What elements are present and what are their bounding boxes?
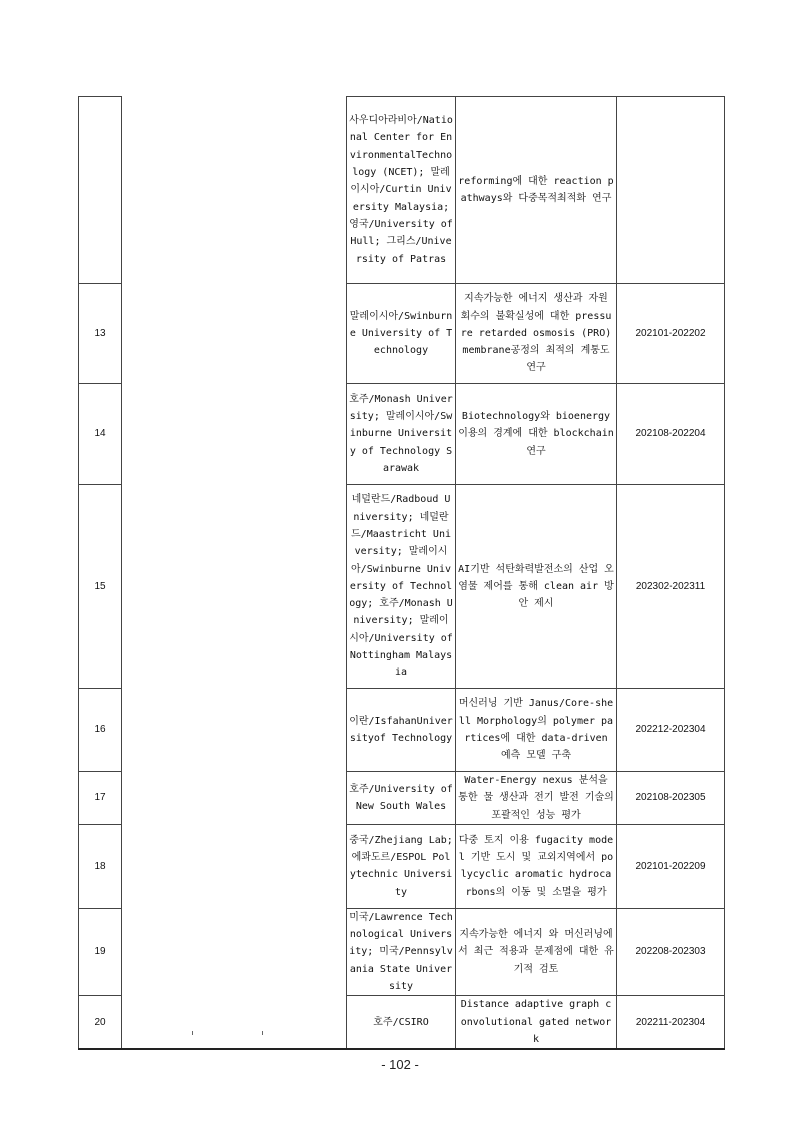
table-row	[79, 908, 725, 995]
collaboration-table	[78, 96, 725, 1050]
research-topic: 지속가능한 에너지 생산과 자원 회수의 불확실성에 대한 pressure retarded osmosis (PRO) membrane공정의 최적의 계통도 연구	[456, 284, 617, 384]
merged-category-cell	[122, 772, 347, 825]
row-number: 14	[79, 384, 122, 485]
partner-institutions: 이란/IsfahanUniversityof Technology	[347, 689, 456, 772]
research-topic: Distance adaptive graph convolutional gated network	[456, 996, 617, 1049]
partner-institutions: 말레이시아/Swinburne University of Technology	[347, 284, 456, 384]
partner-institutions: 호주/University of New South Wales	[347, 772, 456, 825]
research-topic: AI기반 석탄화력발전소의 산업 오염물 제어를 통해 clean air 방안 제시	[456, 485, 617, 689]
research-period: 202211-202304	[617, 996, 725, 1049]
row-number	[79, 97, 122, 284]
partner-institutions: 호주/CSIRO	[347, 996, 456, 1049]
row-number: 16	[79, 689, 122, 772]
partner-institutions: 네덜란드/Radboud University; 네덜란드/Maastricht University; 말레이시아/Swinburne University of Technology; 호주/Monash University; 말레이시아/University of Nottingham Malaysia	[347, 485, 456, 689]
page-number: - 102 -	[381, 1057, 419, 1072]
research-topic: 지속가능한 에너지 와 머신러닝에서 최근 적용과 문제점에 대한 유기적 검토	[456, 908, 617, 995]
merged-category-cell	[122, 97, 347, 284]
column-tick-mark	[192, 1031, 193, 1035]
table-row	[79, 689, 725, 772]
partner-institutions: 미국/Lawrence Technological University; 미국/Pennsylvania State University	[347, 908, 456, 995]
research-period	[617, 97, 725, 284]
row-number: 18	[79, 824, 122, 908]
research-topic: reforming에 대한 reaction pathways와 다중목적최적화 연구	[456, 97, 617, 284]
research-topic: Water-Energy nexus 분석을 통한 물 생산과 전기 발전 기술의 포괄적인 성능 평가	[456, 772, 617, 825]
merged-category-cell	[122, 284, 347, 384]
table-row	[79, 824, 725, 908]
row-number: 13	[79, 284, 122, 384]
table-row	[79, 384, 725, 485]
row-number: 15	[79, 485, 122, 689]
merged-category-cell	[122, 908, 347, 995]
research-topic: 다중 토지 이용 fugacity model 기반 도시 및 교외지역에서 polycyclic aromatic hydrocarbons의 이동 및 소멸을 평가	[456, 824, 617, 908]
row-number: 19	[79, 908, 122, 995]
partner-institutions: 호주/Monash University; 말레이시아/Swinburne University of Technology Sarawak	[347, 384, 456, 485]
research-period: 202101-202209	[617, 824, 725, 908]
table-row	[79, 772, 725, 825]
partner-institutions: 중국/Zhejiang Lab; 에콰도르/ESPOL Polytechnic University	[347, 824, 456, 908]
table-row	[79, 284, 725, 384]
merged-category-cell	[122, 824, 347, 908]
research-period: 202208-202303	[617, 908, 725, 995]
research-period: 202108-202204	[617, 384, 725, 485]
research-period: 202101-202202	[617, 284, 725, 384]
column-tick-mark	[262, 1031, 263, 1035]
research-period: 202108-202305	[617, 772, 725, 825]
partner-institutions: 사우디아라비아/National Center for EnvironmentalTechnology (NCET); 말레이시아/Curtin University Malaysia; 영국/University of Hull; 그리스/University of Patras	[347, 97, 456, 284]
merged-category-cell	[122, 996, 347, 1049]
research-period: 202212-202304	[617, 689, 725, 772]
research-topic: 머신러닝 기반 Janus/Core-shell Morphology의 polymer partices에 대한 data-driven 예측 모델 구축	[456, 689, 617, 772]
merged-category-cell	[122, 485, 347, 689]
research-period: 202302-202311	[617, 485, 725, 689]
table-row	[79, 485, 725, 689]
row-number: 17	[79, 772, 122, 825]
research-topic: Biotechnology와 bioenergy 이용의 경계에 대한 blockchain 연구	[456, 384, 617, 485]
merged-category-cell	[122, 689, 347, 772]
table-row	[79, 97, 725, 284]
merged-category-cell	[122, 384, 347, 485]
table-row	[79, 996, 725, 1049]
row-number: 20	[79, 996, 122, 1049]
